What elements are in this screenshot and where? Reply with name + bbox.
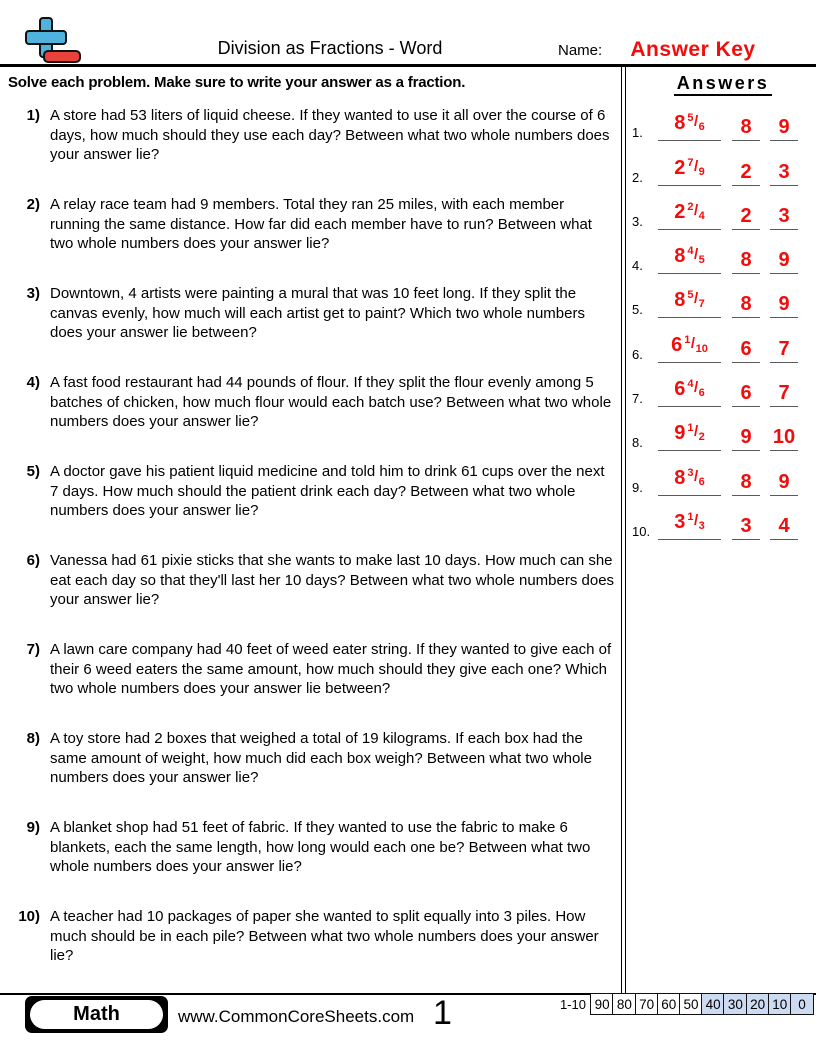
fraction-slash-icon: / <box>693 467 699 485</box>
answer-high-blank: 9 <box>770 117 798 141</box>
answer-number: 3. <box>632 213 643 229</box>
fraction-whole: 8 <box>674 466 686 489</box>
answer-number: 4. <box>632 258 643 274</box>
score-cell: 20 <box>746 993 770 1015</box>
problem-item <box>8 195 618 254</box>
answer-number: 8. <box>632 435 643 451</box>
answer-high-blank: 9 <box>770 472 798 496</box>
answer-number: 2. <box>632 169 643 185</box>
answers-heading-wrap <box>630 67 816 97</box>
website-text: www.CommonCoreSheets.com <box>178 1007 415 1026</box>
answer-number: 7. <box>632 391 643 407</box>
problem-number: 1) <box>26 107 40 124</box>
answer-fraction-blank <box>658 507 721 540</box>
answer-high-blank: 9 <box>770 250 798 274</box>
answer-high-blank: 10 <box>770 427 798 451</box>
answer-low-blank: 6 <box>732 383 760 407</box>
problem-item <box>8 373 618 432</box>
score-cell: 90 <box>590 993 614 1015</box>
fraction-slash-icon: / <box>690 334 696 352</box>
fraction-slash-icon: / <box>693 423 699 441</box>
problem-number: 3) <box>26 285 40 302</box>
page-title: Division as Fractions - Word <box>217 38 443 58</box>
problem-number: 6) <box>26 552 40 569</box>
problem-item <box>8 551 618 610</box>
problem-text: A store had 53 liters of liquid cheese. If they wanted to use it all over the course of 6 days, how much should they use each day? Between what two whole numbers does your answer lie? <box>50 107 610 163</box>
problem-text: A lawn care company had 40 feet of weed eater string. If they wanted to give each of their 6 weed eaters the same amount, how much should they give each one? Which two whole numbers does your answer lie between? <box>50 641 612 697</box>
answer-fraction-blank <box>658 463 721 496</box>
problem-item <box>8 106 618 165</box>
problem-item <box>8 640 618 699</box>
answer-number: 6. <box>632 346 643 362</box>
problem-number: 7) <box>26 641 40 658</box>
problem-number: 4) <box>26 374 40 391</box>
fraction-denominator: 3 <box>698 519 705 532</box>
fraction-denominator: 5 <box>698 254 705 267</box>
fraction-whole: 9 <box>674 422 686 445</box>
fraction-slash-icon: / <box>693 157 699 175</box>
answer-number: 5. <box>632 302 643 318</box>
score-cell: 10 <box>768 993 792 1015</box>
answers-column <box>625 67 816 993</box>
problem-text: A toy store had 2 boxes that weighed a total of 19 kilograms. If each box had the same amount of weight, how much did each box weigh? Between what two whole numbers does your answer lie? <box>50 730 592 786</box>
fraction-numerator: 5 <box>687 112 694 125</box>
problem-text: A fast food restaurant had 44 pounds of flour. If they split the flour evenly among 5 batches of chicken, how much flour would each batch use? Between what two whole numbers does your answer lie? <box>50 374 612 430</box>
score-table <box>560 993 814 1015</box>
problem-text: A relay race team had 9 members. Total they ran 25 miles, with each member running the same distance. How far did each member have to run? Between what two whole numbers does your answer lie? <box>50 196 592 252</box>
answer-fraction-blank <box>658 241 721 274</box>
fraction-denominator: 10 <box>695 342 708 355</box>
fraction-slash-icon: / <box>693 290 699 308</box>
answer-low-blank: 8 <box>732 294 760 318</box>
answer-low-blank: 8 <box>732 117 760 141</box>
problem-text: Vanessa had 61 pixie sticks that she wants to make last 10 days. How much can she eat each day so that they'll last her 10 days? Between what two whole numbers does your answer lie? <box>50 552 615 608</box>
problem-item <box>8 818 618 877</box>
answer-row <box>630 274 816 318</box>
fraction-numerator: 1 <box>684 333 691 346</box>
answers-heading: Answers <box>674 73 773 96</box>
score-cell: 60 <box>657 993 681 1015</box>
answer-fraction-blank <box>658 374 721 407</box>
problem-number: 9) <box>26 819 40 836</box>
answer-row <box>630 496 816 540</box>
fraction-numerator: 7 <box>687 156 694 169</box>
answer-row <box>630 407 816 451</box>
answer-low-blank: 2 <box>732 206 760 230</box>
fraction-denominator: 6 <box>698 475 705 488</box>
problem-number: 2) <box>26 196 40 213</box>
answer-row <box>630 230 816 274</box>
minus-icon <box>43 50 81 63</box>
fraction-numerator: 1 <box>687 422 694 435</box>
problem-text: A teacher had 10 packages of paper she wanted to split equally into 3 piles. How much should be in each pile? Between what two whole numbers does your answer lie? <box>50 908 599 964</box>
instructions: Solve each problem. Make sure to write your answer as a fraction. <box>8 74 466 91</box>
answer-high-blank: 4 <box>770 516 798 540</box>
answer-high-blank: 3 <box>770 162 798 186</box>
problem-item <box>8 729 618 788</box>
fraction-whole: 8 <box>674 289 686 312</box>
fraction-denominator: 4 <box>698 209 705 222</box>
fraction-whole: 8 <box>674 112 686 135</box>
fraction-numerator: 2 <box>687 200 694 213</box>
plus-icon <box>25 30 67 45</box>
fraction-whole: 6 <box>674 378 686 401</box>
answer-row <box>630 186 816 230</box>
fraction-numerator: 4 <box>687 378 694 391</box>
fraction-numerator: 5 <box>687 289 694 302</box>
answer-fraction-blank <box>658 197 721 230</box>
answer-number: 1. <box>632 125 643 141</box>
answer-high-blank: 7 <box>770 339 798 363</box>
answer-low-blank: 6 <box>732 339 760 363</box>
score-cell: 50 <box>679 993 703 1015</box>
score-cells <box>592 993 814 1015</box>
score-cell: 40 <box>701 993 725 1015</box>
header <box>0 0 816 67</box>
score-cell: 70 <box>635 993 659 1015</box>
answer-fraction-blank <box>658 285 721 318</box>
answer-high-blank: 9 <box>770 294 798 318</box>
answer-low-blank: 3 <box>732 516 760 540</box>
score-cell: 0 <box>790 993 814 1015</box>
plus-minus-logo-icon <box>24 17 82 63</box>
fraction-whole: 3 <box>674 510 686 533</box>
answer-fraction-blank <box>658 108 721 141</box>
fraction-denominator: 6 <box>698 387 705 400</box>
answer-low-blank: 2 <box>732 162 760 186</box>
fraction-numerator: 1 <box>687 510 694 523</box>
answer-key-text: Answer Key <box>630 38 756 61</box>
answer-row <box>630 363 816 407</box>
fraction-slash-icon: / <box>693 246 699 264</box>
fraction-denominator: 7 <box>698 298 705 311</box>
problem-number: 10) <box>18 908 40 925</box>
problem-item <box>8 284 618 343</box>
name-label: Name: <box>558 42 603 59</box>
score-cell: 30 <box>723 993 747 1015</box>
problem-text: A blanket shop had 51 feet of fabric. If they wanted to use the fabric to make 6 blankets, each the same length, how long would each one be? Between what two whole numbers does your answer lie? <box>50 819 591 875</box>
answer-fraction-blank <box>658 153 721 186</box>
answer-list <box>630 97 816 540</box>
problem-item <box>8 907 618 966</box>
problem-item <box>8 462 618 521</box>
answer-row <box>630 318 816 362</box>
problem-number: 5) <box>26 463 40 480</box>
score-range-label: 1-10 <box>559 996 586 1012</box>
answer-fraction-blank <box>658 418 721 451</box>
answer-low-blank: 8 <box>732 472 760 496</box>
subject-label: Math <box>30 1000 163 1029</box>
fraction-slash-icon: / <box>693 379 699 397</box>
fraction-denominator: 6 <box>698 121 705 134</box>
answer-low-blank: 8 <box>732 250 760 274</box>
problem-number: 8) <box>26 730 40 747</box>
answer-number: 9. <box>632 479 643 495</box>
score-cell: 80 <box>612 993 636 1015</box>
answer-high-blank: 3 <box>770 206 798 230</box>
fraction-slash-icon: / <box>693 113 699 131</box>
page-number: 1 <box>433 994 452 1032</box>
problem-text: Downtown, 4 artists were painting a mural that was 10 feet long. If they split the canvas evenly, how much will each artist get to paint? Which two whole numbers does your answer lie between? <box>50 285 585 341</box>
fraction-numerator: 4 <box>687 245 694 258</box>
answer-number: 10. <box>632 523 651 539</box>
fraction-slash-icon: / <box>693 201 699 219</box>
fraction-whole: 8 <box>674 245 686 268</box>
fraction-numerator: 3 <box>687 466 694 479</box>
subject-badge <box>25 996 168 1033</box>
fraction-whole: 6 <box>671 333 683 356</box>
fraction-denominator: 2 <box>698 431 705 444</box>
answer-row <box>630 97 816 141</box>
fraction-whole: 2 <box>674 200 686 223</box>
answer-row <box>630 141 816 185</box>
fraction-whole: 2 <box>674 156 686 179</box>
problem-text: A doctor gave his patient liquid medicine and told him to drink 61 cups over the next 7 days. How much should the patient drink each day? Between what two whole numbers does your answer lie? <box>50 463 605 519</box>
fraction-slash-icon: / <box>693 511 699 529</box>
problem-list <box>8 106 618 966</box>
main-area <box>0 67 816 993</box>
answer-low-blank: 9 <box>732 427 760 451</box>
fraction-denominator: 9 <box>698 165 705 178</box>
answer-high-blank: 7 <box>770 383 798 407</box>
problems-column <box>0 67 622 993</box>
answer-row <box>630 451 816 495</box>
answer-fraction-blank <box>658 330 721 363</box>
